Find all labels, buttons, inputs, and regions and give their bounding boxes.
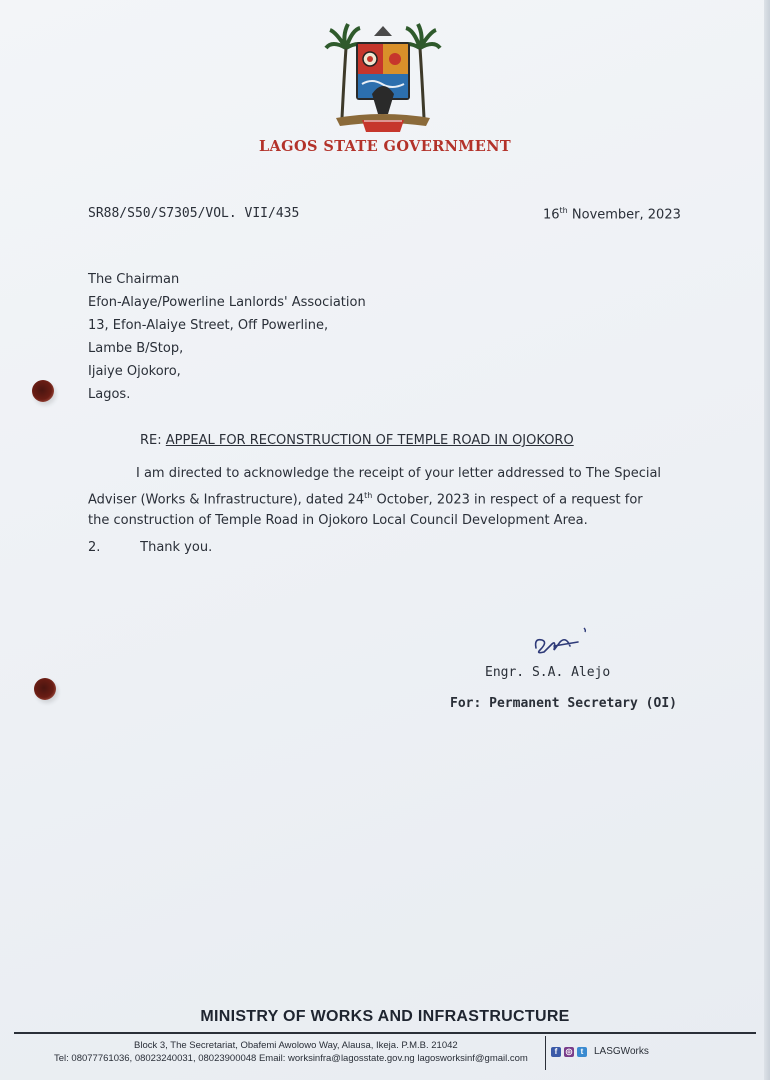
footer-contacts: Tel: 08077761036, 08023240031, 08023900048 Email: worksinfra@lagosstate.gov.ng lagosworksinf@gmail.com bbox=[54, 1053, 528, 1064]
recipient-line: Efon-Alaye/Powerline Lanlords' Association bbox=[88, 295, 366, 310]
footer-separator bbox=[545, 1036, 546, 1070]
closing-paragraph bbox=[88, 540, 212, 555]
recipient-line: Lagos. bbox=[88, 387, 131, 402]
closing-text: Thank you. bbox=[140, 540, 213, 555]
letter-subject bbox=[140, 433, 574, 448]
body-line: Adviser (Works & Infrastructure), dated 24th October, 2023 in respect of a request for bbox=[88, 490, 643, 507]
recipient-line: Ijaiye Ojokoro, bbox=[88, 364, 181, 379]
letter-body bbox=[88, 463, 708, 532]
body-line: the construction of Temple Road in Ojokoro Local Council Development Area. bbox=[88, 513, 588, 529]
recipient-address bbox=[88, 268, 366, 406]
subject-title: APPEAL FOR RECONSTRUCTION OF TEMPLE ROAD IN OJOKORO bbox=[165, 433, 574, 448]
signer-name: Engr. S.A. Alejo bbox=[485, 665, 611, 680]
signer-role: For: Permanent Secretary (OI) bbox=[450, 696, 677, 711]
instagram-icon: ◎ bbox=[565, 1046, 573, 1056]
ministry-name: MINISTRY OF WORKS AND INFRASTRUCTURE bbox=[200, 1008, 570, 1025]
paragraph-number: 2. bbox=[88, 540, 101, 555]
letter-date: 16th November, 2023 bbox=[543, 206, 681, 223]
subject-prefix: RE: bbox=[140, 433, 162, 448]
body-line: I am directed to acknowledge the receipt of your letter addressed to The Special bbox=[136, 466, 662, 481]
punch-hole bbox=[34, 678, 56, 700]
handwritten-signature-icon bbox=[530, 622, 594, 662]
page-edge bbox=[764, 0, 770, 1080]
facebook-icon: f bbox=[551, 1047, 561, 1057]
social-links bbox=[551, 1046, 649, 1057]
reference-number: SR88/S50/S7305/VOL. VII/435 bbox=[88, 206, 300, 221]
footer-divider bbox=[14, 1032, 756, 1034]
footer-address: Block 3, The Secretariat, Obafemi Awolowo Way, Alausa, Ikeja. P.M.B. 21042 bbox=[134, 1040, 458, 1051]
punch-hole bbox=[32, 380, 54, 402]
recipient-line: Lambe B/Stop, bbox=[88, 341, 184, 356]
recipient-line: 13, Efon-Alaiye Street, Off Powerline, bbox=[88, 318, 329, 333]
recipient-line: The Chairman bbox=[88, 272, 180, 287]
social-handle: LASGWorks bbox=[594, 1046, 649, 1057]
lagos-state-coat-of-arms-icon bbox=[322, 18, 444, 136]
twitter-icon: t bbox=[577, 1047, 587, 1057]
government-title: LAGOS STATE GOVERNMENT bbox=[258, 138, 512, 155]
